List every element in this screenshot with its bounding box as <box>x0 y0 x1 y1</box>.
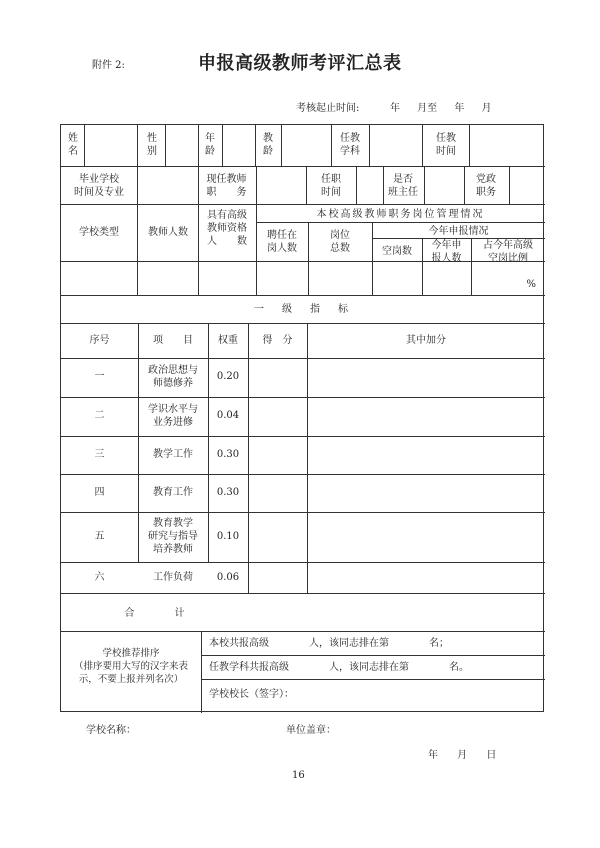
teaching-time-field[interactable] <box>470 126 543 165</box>
indicator-score-field[interactable] <box>249 475 306 511</box>
qualified-count-label: 具有高级 教师资格 人 数 <box>207 210 247 247</box>
class-teacher-label: 是否 班主任 <box>388 174 418 198</box>
indicator-seq: 三 <box>94 449 105 460</box>
percent-sign: % <box>526 279 536 290</box>
indicator-bonus-field[interactable] <box>308 563 544 592</box>
qualified-count-field[interactable] <box>199 262 255 294</box>
subject-label: 任教 学科 <box>340 133 360 157</box>
education-label: 毕业学校 时间及专业 <box>74 174 124 198</box>
total-bonus-field[interactable] <box>308 594 544 630</box>
summary-form-table <box>60 124 544 712</box>
post-management-title: 本校高级教师职务岗位管理情况 <box>316 209 485 220</box>
bonus-header: 其中加分 <box>406 335 446 346</box>
indicator-weight: 0.04 <box>216 410 240 421</box>
total-posts-label: 岗位 总数 <box>330 230 350 254</box>
indicator-bonus-field[interactable] <box>308 513 544 561</box>
indicator-bonus-field[interactable] <box>308 437 544 473</box>
name-field[interactable] <box>85 126 136 165</box>
indicator-bonus-field[interactable] <box>308 398 544 435</box>
seal-label: 单位盖章： <box>286 725 336 736</box>
indicator-seq: 二 <box>94 410 105 421</box>
weight-header: 权重 <box>218 335 238 346</box>
current-title-label: 现任教师 职 务 <box>206 174 247 198</box>
age-field[interactable] <box>223 126 254 165</box>
indicator-weight: 0.10 <box>216 531 240 542</box>
indicator-item: 政治思想与 师德修养 <box>148 365 198 389</box>
indicator-item: 教育工作 <box>153 487 193 498</box>
indicator-seq: 四 <box>94 487 105 498</box>
total-posts-field[interactable] <box>257 262 307 294</box>
ranking-line-subject[interactable]: 任教学科共报高级 人，该同志排在第 名。 <box>209 662 469 673</box>
gender-field[interactable] <box>166 126 197 165</box>
indicator-score-field[interactable] <box>249 513 306 561</box>
current-title-field[interactable] <box>257 167 305 203</box>
age-label: 年 龄 <box>205 133 215 157</box>
principal-signature[interactable]: 学校校长（签字）： <box>209 689 294 700</box>
footer-date: 年 月 日 <box>428 750 497 761</box>
vacancies-label: 空岗数 <box>382 246 412 257</box>
teacher-count-label: 教师人数 <box>148 227 188 238</box>
teaching-time-label: 任教 时间 <box>436 133 456 157</box>
indicator-item: 教学工作 <box>153 449 193 460</box>
form-title: 申报高级教师考评汇总表 <box>198 53 402 74</box>
indicator-bonus-field[interactable] <box>308 475 544 511</box>
name-label: 姓 名 <box>68 133 78 157</box>
indicator-score-field[interactable] <box>249 398 306 435</box>
indicator-score-field[interactable] <box>249 563 306 592</box>
school-type-label: 学校类型 <box>79 227 119 238</box>
employed-field[interactable] <box>309 262 371 294</box>
appoint-time-label: 任职 时间 <box>321 174 341 198</box>
ratio-field[interactable] <box>472 262 544 294</box>
applicants-field[interactable] <box>423 262 470 294</box>
subject-field[interactable] <box>370 126 421 165</box>
applicants-label: 今年申 报人数 <box>431 240 462 264</box>
apply-status-title: 今年申报情况 <box>428 226 489 237</box>
vacancies-field[interactable] <box>373 262 421 294</box>
total-label: 合 计 <box>124 608 185 619</box>
party-role-label: 党政 职务 <box>476 174 496 198</box>
attachment-label: 附件 2: <box>92 60 125 71</box>
indicator-weight: 0.30 <box>216 449 240 460</box>
school-name-label: 学校名称： <box>86 725 136 736</box>
indicator-weight: 0.06 <box>216 572 240 583</box>
item-header: 项 目 <box>153 335 193 346</box>
indicator-item: 教育教学 研究与指导 培养教师 <box>148 518 198 555</box>
teaching-age-label: 教 龄 <box>263 133 273 157</box>
gender-label: 性 别 <box>147 133 157 157</box>
indicator-item: 工作负荷 <box>153 572 193 583</box>
period-label: 考核起止时间: <box>296 103 360 114</box>
indicator-seq: 六 <box>94 572 105 583</box>
teacher-count-field[interactable] <box>138 262 197 294</box>
class-teacher-field[interactable] <box>425 167 463 203</box>
ratio-label: 占今年高级 空岗比例 <box>483 240 533 264</box>
indicator-seq: 五 <box>94 531 105 542</box>
indicator-seq: 一 <box>94 371 105 382</box>
indicator-score-field[interactable] <box>249 437 306 473</box>
teaching-age-field[interactable] <box>282 126 330 165</box>
indicator-score-field[interactable] <box>249 359 306 396</box>
appoint-time-field[interactable] <box>357 167 382 203</box>
ranking-line-school[interactable]: 本校共报高级 人，该同志排在第 名； <box>209 638 449 649</box>
period-date: 年 月至 年 月 <box>390 103 492 114</box>
employed-label: 聘任在 岗人数 <box>267 230 297 254</box>
education-field[interactable] <box>138 167 197 203</box>
ranking-label: 学校推荐排序 （排序要用大写的汉字来表 示，不要上报并列名次） <box>73 648 188 685</box>
school-type-field[interactable] <box>62 262 136 294</box>
indicator-weight: 0.20 <box>216 371 240 382</box>
party-role-field[interactable] <box>510 167 543 203</box>
indicator-item: 学识水平与 业务进修 <box>148 404 198 428</box>
indicator-weight: 0.30 <box>216 487 240 498</box>
total-score-field[interactable] <box>249 594 306 630</box>
indicator-bonus-field[interactable] <box>308 359 544 396</box>
indicators-section-title: 一 级 指 标 <box>254 304 352 315</box>
seq-header: 序号 <box>89 335 110 346</box>
score-header: 得 分 <box>262 335 293 346</box>
page-number: 16 <box>292 770 305 781</box>
